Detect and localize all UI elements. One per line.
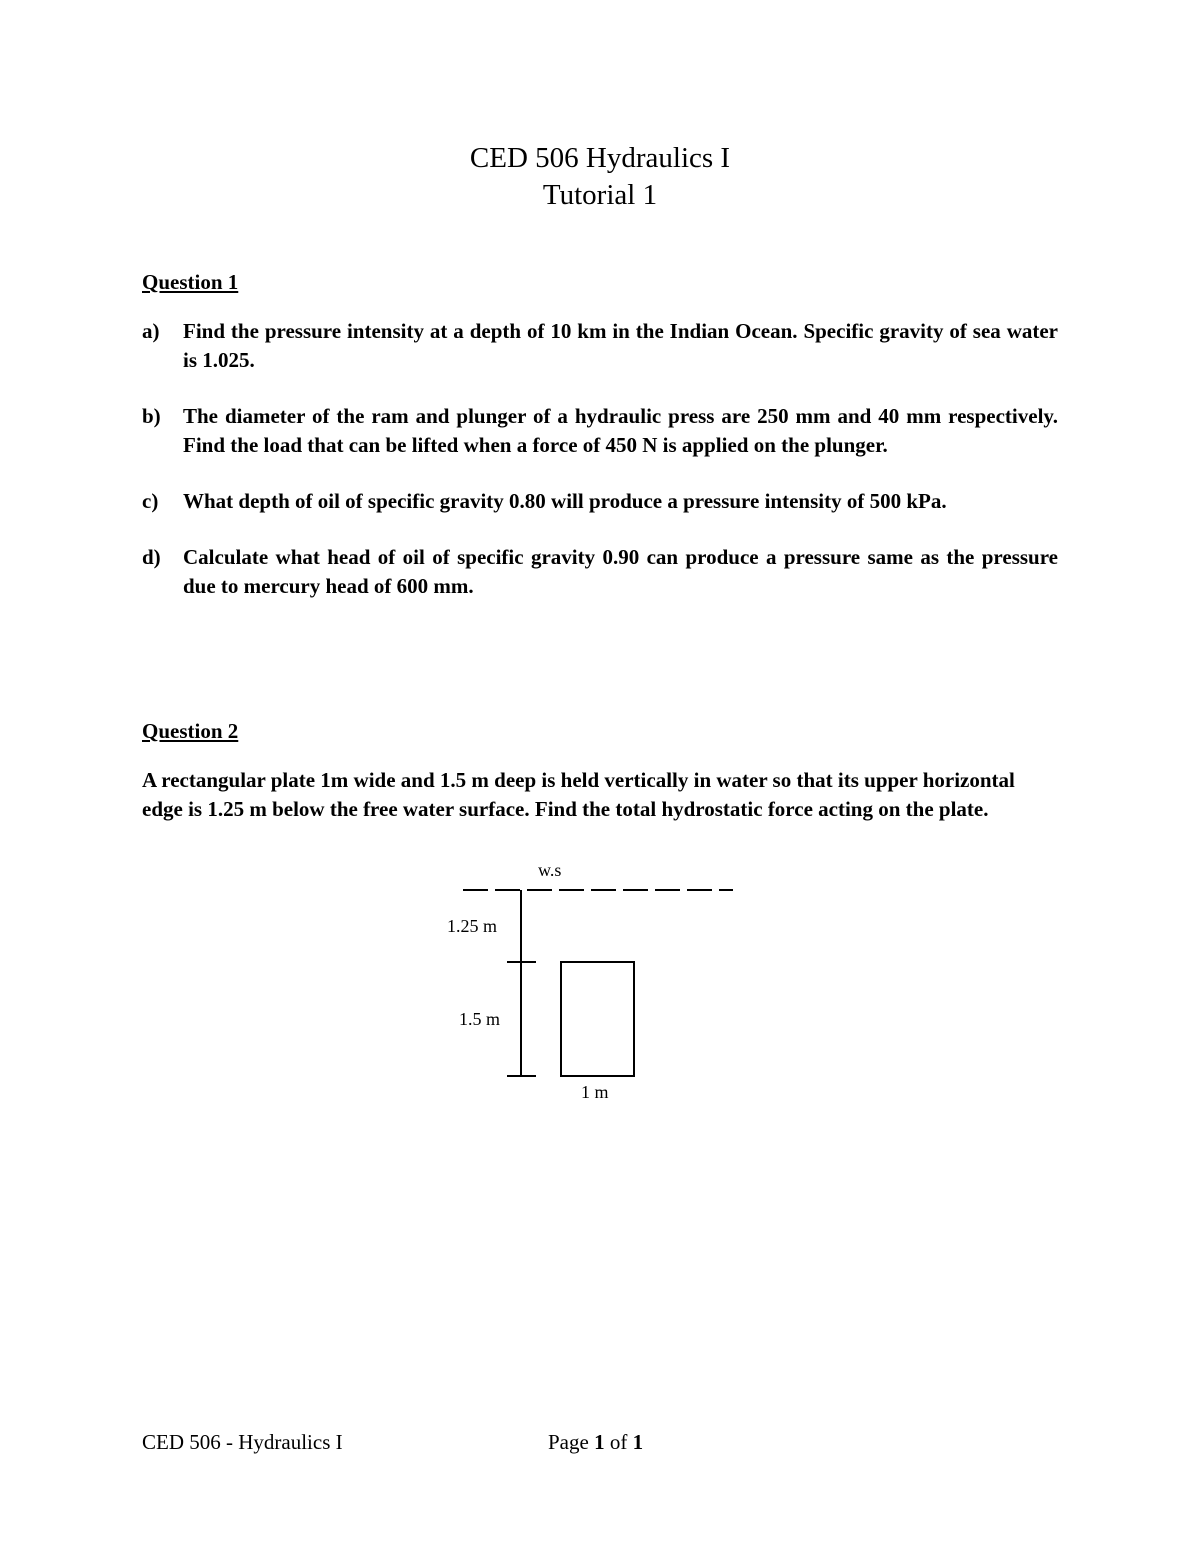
item-text: The diameter of the ram and plunger of a hydraulic press are 250 mm and 40 mm respectively. Find the load that can be lifted when a force of 450 N is applied on the plunger. [183, 404, 1058, 457]
document-subtitle: Tutorial 1 [542, 179, 658, 211]
page-of: of [604, 1430, 633, 1454]
height-dimension-label: 1.5 m [459, 1009, 501, 1029]
document-title: CED 506 Hydraulics I [469, 142, 731, 174]
question-1d [142, 543, 1058, 601]
question-1c [142, 487, 1058, 516]
page-current: 1 [594, 1430, 605, 1454]
page-total: 1 [632, 1430, 644, 1454]
item-marker: a) [142, 319, 160, 343]
footer-course: CED 506 - Hydraulics I [142, 1430, 343, 1454]
water-surface-label: w.s [538, 860, 562, 880]
item-text: What depth of oil of specific gravity 0.80 will produce a pressure intensity of 500 kPa. [183, 489, 947, 513]
item-marker: c) [142, 489, 159, 513]
item-marker: d) [142, 545, 161, 569]
question-1-heading: Question 1 [142, 270, 239, 294]
rectangular-plate [561, 962, 634, 1076]
page-prefix: Page [548, 1430, 595, 1454]
item-text: Find the pressure intensity at a depth of 10 km in the Indian Ocean. Specific gravity of sea water is 1.025. [183, 319, 1058, 372]
question-1b [142, 402, 1058, 460]
question-1-list [142, 317, 1058, 628]
title-block [0, 140, 1200, 214]
depth-dimension-label: 1.25 m [447, 916, 498, 936]
footer-page-number [548, 1430, 643, 1455]
question-2-text: A rectangular plate 1m wide and 1.5 m deep is held vertically in water so that its upper horizontal edge is 1.25 m below the free water surface. Find the total hydrostatic force acting on the plate. [142, 768, 1015, 821]
item-text: Calculate what head of oil of specific gravity 0.90 can produce a pressure same as the pressure due to mercury head of 600 mm. [183, 545, 1058, 598]
question-1a [142, 317, 1058, 375]
item-marker: b) [142, 404, 161, 428]
width-dimension-label: 1 m [581, 1082, 609, 1102]
question-2-heading: Question 2 [142, 719, 239, 743]
